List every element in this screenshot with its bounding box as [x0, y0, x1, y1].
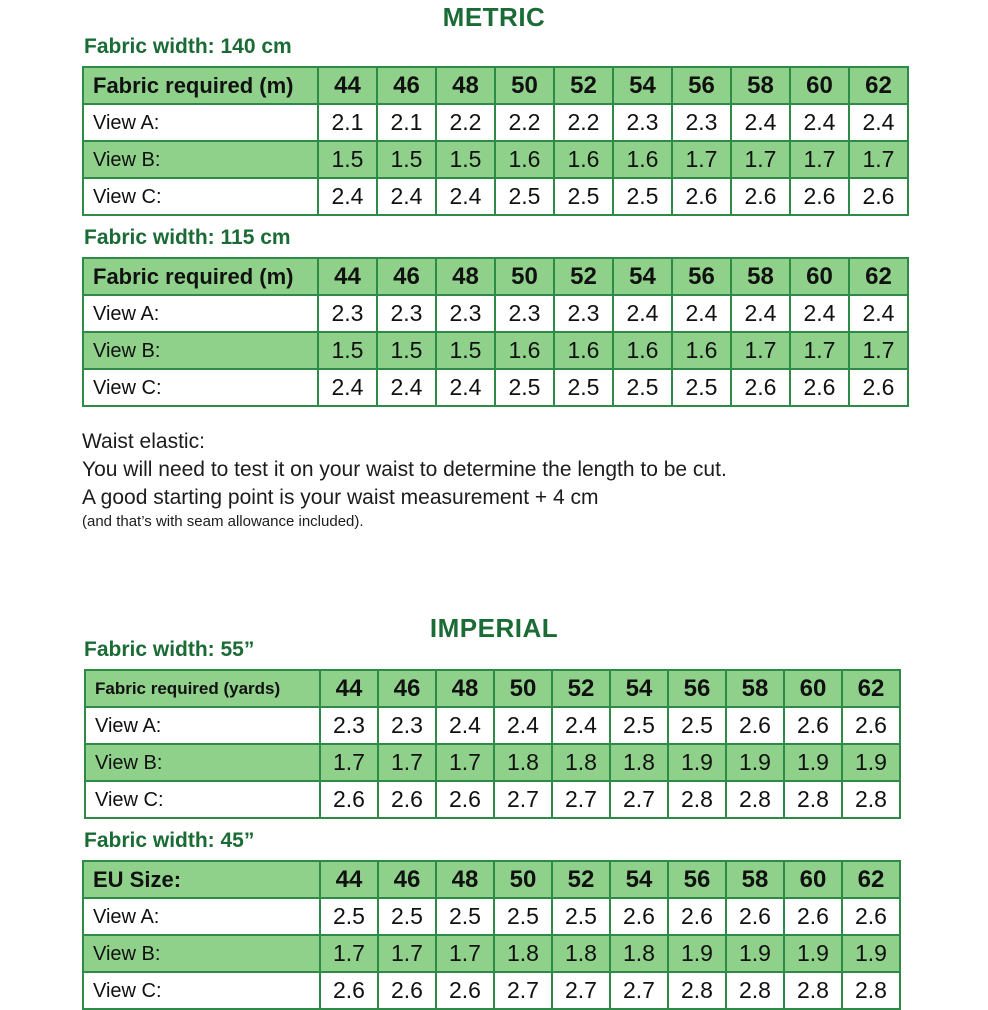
value-cell: 1.9: [842, 935, 900, 972]
value-cell: 1.6: [613, 141, 672, 178]
size-header-cell: 46: [377, 67, 436, 104]
value-cell: 2.6: [842, 707, 900, 744]
value-cell: 2.3: [318, 295, 377, 332]
size-header-cell: 48: [436, 861, 494, 898]
value-cell: 1.7: [672, 141, 731, 178]
table-row: [85, 744, 900, 781]
imperial-55-width-label: [82, 639, 254, 660]
notes-heading: Waist elastic:: [82, 430, 205, 453]
value-cell: 1.8: [494, 935, 552, 972]
value-cell: 1.9: [784, 744, 842, 781]
value-cell: 2.4: [552, 707, 610, 744]
size-header-cell: 50: [495, 67, 554, 104]
value-cell: 1.7: [790, 332, 849, 369]
value-cell: 2.6: [726, 707, 784, 744]
value-cell: 2.4: [377, 178, 436, 215]
value-cell: 2.7: [610, 972, 668, 1009]
value-cell: 1.7: [320, 744, 378, 781]
value-cell: 1.5: [377, 141, 436, 178]
value-cell: 2.5: [613, 369, 672, 406]
value-cell: 1.7: [731, 141, 790, 178]
size-header-cell: 50: [494, 861, 552, 898]
size-header-cell: 58: [731, 258, 790, 295]
table-row: [83, 332, 908, 369]
value-cell: 1.9: [668, 935, 726, 972]
value-cell: 1.5: [318, 141, 377, 178]
value-cell: 2.7: [552, 781, 610, 818]
value-cell: 2.6: [731, 369, 790, 406]
value-cell: 1.7: [436, 744, 494, 781]
value-cell: 2.3: [613, 104, 672, 141]
size-header-cell: 52: [554, 67, 613, 104]
value-cell: 1.8: [610, 935, 668, 972]
value-cell: 2.5: [494, 898, 552, 935]
table-row: [83, 898, 900, 935]
value-cell: 1.7: [849, 332, 908, 369]
fabric-width-label: Fabric width: 55”: [84, 638, 255, 661]
size-header-cell: 44: [318, 67, 377, 104]
value-cell: 2.6: [610, 898, 668, 935]
size-header-cell: 58: [731, 67, 790, 104]
fabric-width-label: Fabric width: 115 cm: [84, 226, 291, 249]
value-cell: 1.7: [436, 935, 494, 972]
table-header-row: [83, 67, 908, 104]
table-metric-140-wrap: [82, 66, 909, 216]
value-cell: 1.8: [494, 744, 552, 781]
value-cell: 1.8: [552, 935, 610, 972]
value-cell: 2.4: [731, 295, 790, 332]
value-cell: 2.7: [494, 781, 552, 818]
value-cell: 2.5: [378, 898, 436, 935]
value-cell: 2.6: [320, 972, 378, 1009]
value-cell: 2.8: [842, 781, 900, 818]
value-cell: 2.5: [610, 707, 668, 744]
table-imperial-55: [84, 669, 901, 819]
size-header-cell: 48: [436, 670, 494, 707]
value-cell: 2.6: [672, 178, 731, 215]
value-cell: 2.4: [790, 295, 849, 332]
value-cell: 2.5: [495, 178, 554, 215]
value-cell: 1.7: [790, 141, 849, 178]
value-cell: 2.4: [436, 178, 495, 215]
value-cell: 2.8: [726, 781, 784, 818]
notes-line-1: You will need to test it on your waist to determine the length to be cut.: [82, 457, 727, 481]
value-cell: 2.4: [494, 707, 552, 744]
value-cell: 2.3: [377, 295, 436, 332]
table-header-row: [85, 670, 900, 707]
table-row: [83, 178, 908, 215]
size-header-cell: 48: [436, 67, 495, 104]
value-cell: 1.6: [613, 332, 672, 369]
value-cell: 2.4: [436, 369, 495, 406]
row-label-cell: View C:: [85, 781, 320, 818]
value-cell: 2.6: [784, 707, 842, 744]
value-cell: 2.8: [668, 972, 726, 1009]
value-cell: 1.6: [554, 332, 613, 369]
size-header-cell: 52: [552, 861, 610, 898]
row-label-cell: View B:: [83, 332, 318, 369]
header-label-cell: Fabric required (yards): [85, 670, 320, 707]
row-label-cell: View C:: [83, 972, 320, 1009]
value-cell: 2.5: [672, 369, 731, 406]
value-cell: 2.5: [320, 898, 378, 935]
table-row: [83, 972, 900, 1009]
value-cell: 2.3: [495, 295, 554, 332]
value-cell: 2.5: [554, 369, 613, 406]
size-header-cell: 54: [610, 670, 668, 707]
table-metric-140: [82, 66, 909, 216]
value-cell: 1.5: [436, 332, 495, 369]
table-row: [83, 104, 908, 141]
header-label-cell: EU Size:: [83, 861, 320, 898]
metric-section-title: [0, 4, 988, 30]
value-cell: 2.6: [842, 898, 900, 935]
value-cell: 2.6: [668, 898, 726, 935]
table-metric-115: [82, 257, 909, 407]
header-label-cell: Fabric required (m): [83, 258, 318, 295]
size-header-cell: 56: [672, 67, 731, 104]
row-label-cell: View A:: [83, 295, 318, 332]
value-cell: 1.6: [672, 332, 731, 369]
value-cell: 2.4: [318, 369, 377, 406]
metric-115-width-label: [82, 227, 291, 248]
value-cell: 1.6: [554, 141, 613, 178]
table-header-row: [83, 861, 900, 898]
value-cell: 1.8: [552, 744, 610, 781]
row-label-cell: View C:: [83, 369, 318, 406]
value-cell: 2.3: [554, 295, 613, 332]
size-header-cell: 46: [378, 861, 436, 898]
size-header-cell: 52: [552, 670, 610, 707]
value-cell: 2.6: [731, 178, 790, 215]
value-cell: 2.4: [849, 295, 908, 332]
row-label-cell: View C:: [83, 178, 318, 215]
value-cell: 2.8: [726, 972, 784, 1009]
value-cell: 2.3: [320, 707, 378, 744]
value-cell: 2.4: [672, 295, 731, 332]
value-cell: 1.8: [610, 744, 668, 781]
size-header-cell: 54: [613, 67, 672, 104]
size-header-cell: 62: [849, 67, 908, 104]
value-cell: 2.4: [790, 104, 849, 141]
value-cell: 2.2: [436, 104, 495, 141]
size-header-cell: 46: [378, 670, 436, 707]
size-header-cell: 50: [495, 258, 554, 295]
value-cell: 2.4: [849, 104, 908, 141]
value-cell: 2.3: [378, 707, 436, 744]
value-cell: 2.8: [842, 972, 900, 1009]
value-cell: 1.9: [726, 935, 784, 972]
notes-fine-print: (and that’s with seam allowance included).: [82, 512, 364, 530]
value-cell: 2.6: [790, 369, 849, 406]
section-title-imperial: IMPERIAL: [429, 613, 559, 643]
size-header-cell: 54: [613, 258, 672, 295]
value-cell: 2.6: [436, 781, 494, 818]
row-label-cell: View B:: [83, 141, 318, 178]
table-metric-115-wrap: [82, 257, 909, 407]
size-header-cell: 48: [436, 258, 495, 295]
value-cell: 2.7: [494, 972, 552, 1009]
value-cell: 2.4: [436, 707, 494, 744]
value-cell: 2.6: [784, 898, 842, 935]
value-cell: 2.5: [552, 898, 610, 935]
size-header-cell: 58: [726, 670, 784, 707]
size-header-cell: 46: [377, 258, 436, 295]
value-cell: 1.7: [378, 935, 436, 972]
size-header-cell: 52: [554, 258, 613, 295]
table-imperial-45: [82, 860, 901, 1010]
value-cell: 2.4: [613, 295, 672, 332]
value-cell: 2.6: [320, 781, 378, 818]
value-cell: 1.7: [378, 744, 436, 781]
value-cell: 2.5: [495, 369, 554, 406]
size-header-cell: 44: [318, 258, 377, 295]
value-cell: 1.5: [318, 332, 377, 369]
notes-line-2: A good starting point is your waist measurement + 4 cm: [82, 485, 599, 509]
size-header-cell: 58: [726, 861, 784, 898]
value-cell: 2.5: [668, 707, 726, 744]
size-header-cell: 56: [672, 258, 731, 295]
table-row: [83, 935, 900, 972]
value-cell: 1.6: [495, 141, 554, 178]
value-cell: 2.7: [610, 781, 668, 818]
fabric-width-label: Fabric width: 45”: [84, 829, 255, 852]
value-cell: 1.5: [436, 141, 495, 178]
size-header-cell: 56: [668, 670, 726, 707]
row-label-cell: View B:: [85, 744, 320, 781]
waist-elastic-notes: [78, 428, 938, 531]
value-cell: 2.3: [436, 295, 495, 332]
section-title-metric: METRIC: [442, 2, 546, 32]
value-cell: 1.6: [495, 332, 554, 369]
value-cell: 2.2: [495, 104, 554, 141]
table-header-row: [83, 258, 908, 295]
value-cell: 2.6: [790, 178, 849, 215]
value-cell: 2.6: [849, 178, 908, 215]
size-header-cell: 44: [320, 861, 378, 898]
value-cell: 2.1: [377, 104, 436, 141]
table-row: [83, 295, 908, 332]
size-header-cell: 62: [842, 861, 900, 898]
value-cell: 1.7: [849, 141, 908, 178]
value-cell: 2.8: [668, 781, 726, 818]
value-cell: 2.5: [436, 898, 494, 935]
row-label-cell: View A:: [83, 898, 320, 935]
row-label-cell: View B:: [83, 935, 320, 972]
value-cell: 2.6: [849, 369, 908, 406]
value-cell: 2.5: [554, 178, 613, 215]
row-label-cell: View A:: [85, 707, 320, 744]
value-cell: 2.6: [436, 972, 494, 1009]
metric-140-width-label: [82, 36, 292, 57]
table-row: [83, 369, 908, 406]
value-cell: 1.9: [784, 935, 842, 972]
value-cell: 1.7: [731, 332, 790, 369]
size-header-cell: 60: [784, 670, 842, 707]
value-cell: 1.5: [377, 332, 436, 369]
imperial-45-width-label: [82, 830, 254, 851]
value-cell: 2.4: [377, 369, 436, 406]
value-cell: 2.5: [613, 178, 672, 215]
size-header-cell: 44: [320, 670, 378, 707]
value-cell: 1.7: [320, 935, 378, 972]
table-row: [85, 781, 900, 818]
value-cell: 2.7: [552, 972, 610, 1009]
value-cell: 2.6: [378, 972, 436, 1009]
size-header-cell: 50: [494, 670, 552, 707]
fabric-width-label: Fabric width: 140 cm: [84, 35, 292, 58]
value-cell: 2.8: [784, 972, 842, 1009]
value-cell: 2.6: [726, 898, 784, 935]
value-cell: 2.3: [672, 104, 731, 141]
value-cell: 1.9: [842, 744, 900, 781]
value-cell: 2.2: [554, 104, 613, 141]
value-cell: 2.4: [318, 178, 377, 215]
value-cell: 1.9: [726, 744, 784, 781]
value-cell: 2.1: [318, 104, 377, 141]
table-imperial-45-wrap: [82, 860, 901, 1010]
header-label-cell: Fabric required (m): [83, 67, 318, 104]
table-row: [83, 141, 908, 178]
value-cell: 1.9: [668, 744, 726, 781]
value-cell: 2.4: [731, 104, 790, 141]
size-header-cell: 54: [610, 861, 668, 898]
row-label-cell: View A:: [83, 104, 318, 141]
size-header-cell: 60: [790, 258, 849, 295]
size-header-cell: 60: [784, 861, 842, 898]
value-cell: 2.8: [784, 781, 842, 818]
value-cell: 2.6: [378, 781, 436, 818]
size-header-cell: 62: [842, 670, 900, 707]
table-row: [85, 707, 900, 744]
size-header-cell: 62: [849, 258, 908, 295]
size-header-cell: 60: [790, 67, 849, 104]
size-header-cell: 56: [668, 861, 726, 898]
table-imperial-55-wrap: [84, 669, 901, 819]
